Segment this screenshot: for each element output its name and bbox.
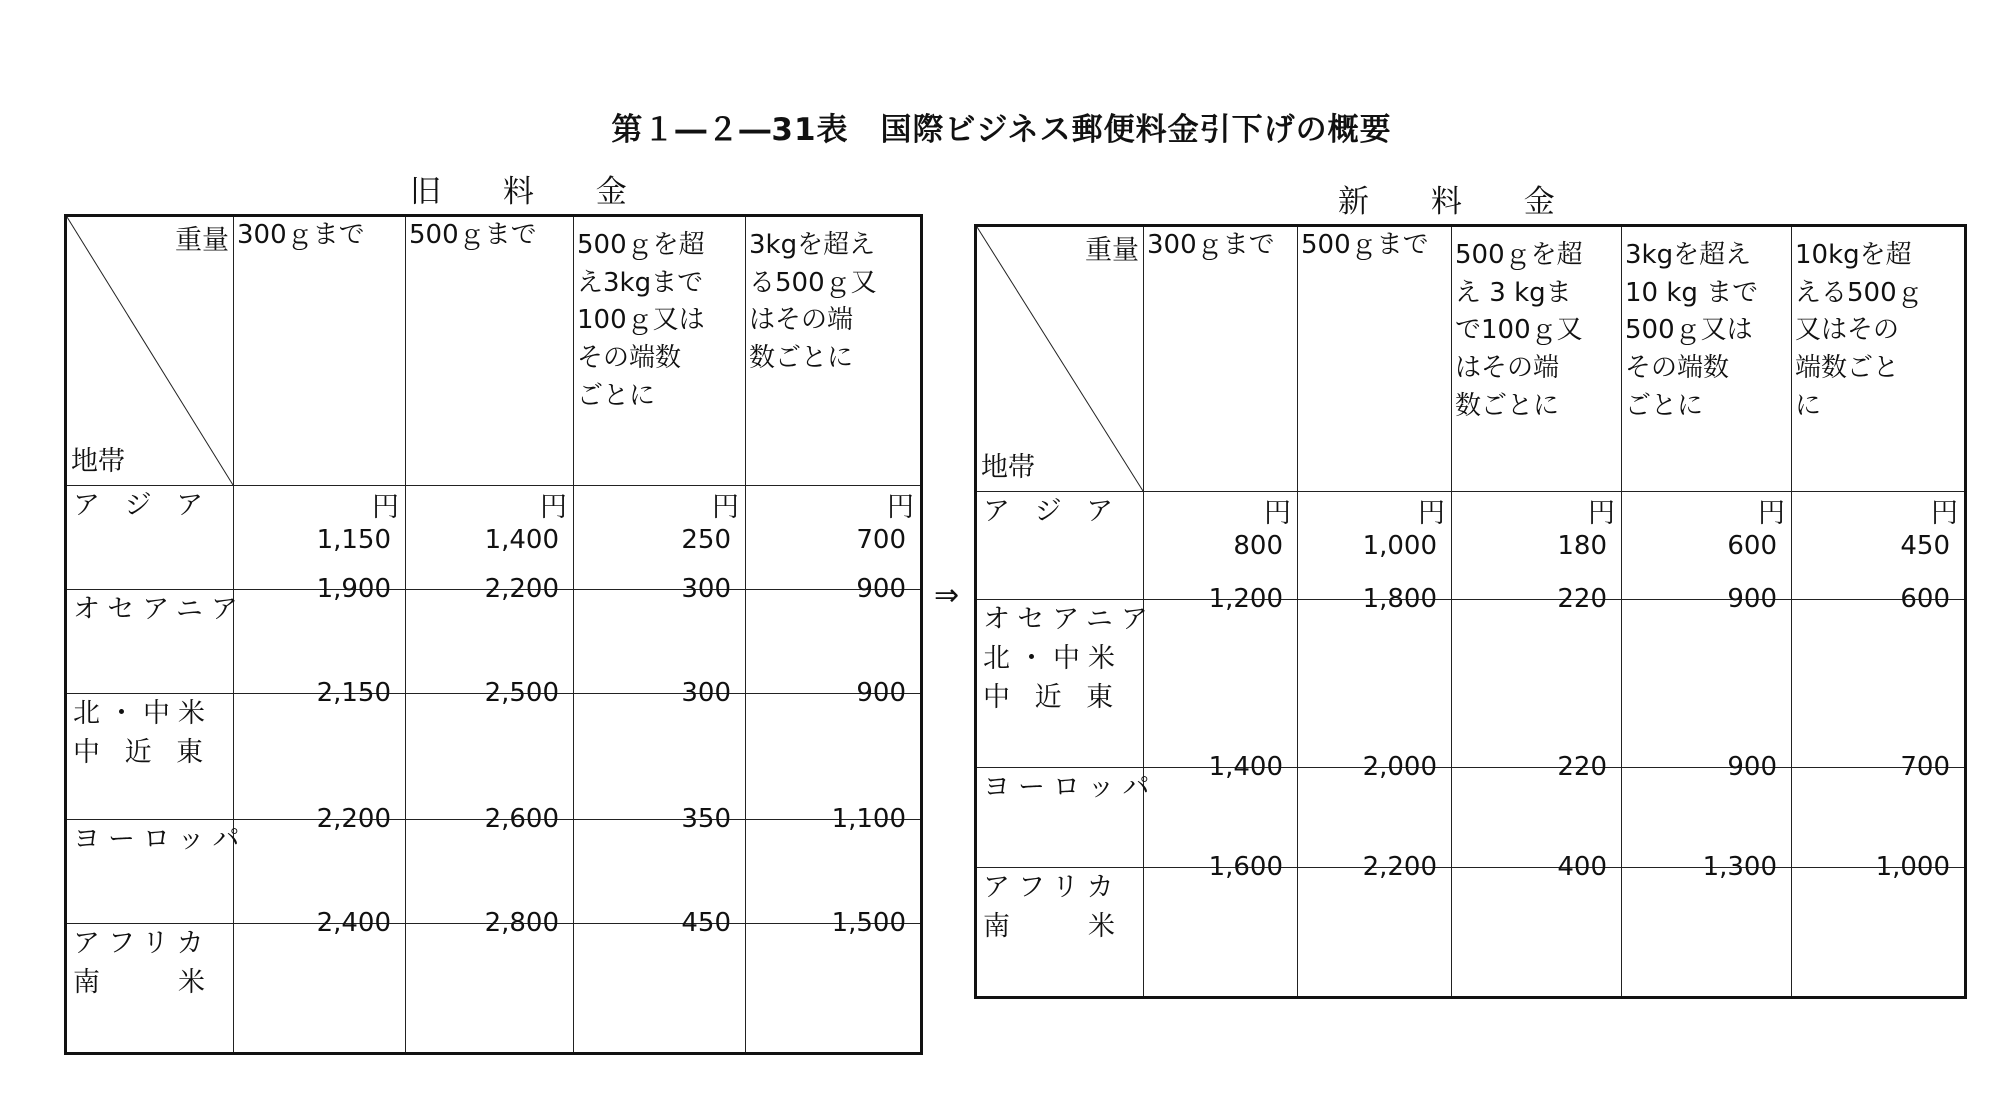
region-cell (66, 590, 246, 694)
region-cell (66, 924, 234, 1054)
fare-value: 900 (1727, 584, 1777, 615)
header-label: 500ｇを超 え 3 kgま で100ｇ又 はその端 数ごとに (1455, 240, 1583, 421)
fare-value: 180 (1557, 531, 1607, 561)
value-cell (1452, 852, 1622, 998)
region-label: 中 近 東 (73, 737, 212, 769)
fare-value: 2,200 (1362, 852, 1437, 883)
yen-unit: 円 (887, 492, 914, 523)
value-cell (1298, 852, 1452, 998)
table-row (66, 924, 922, 1054)
fare-value: 220 (1557, 752, 1607, 783)
header-label: 3kgを超え 10 kg まで 500ｇ又は その端数 ごとに (1625, 240, 1759, 421)
yen-unit: 円 (1931, 498, 1958, 529)
yen-unit: 円 (1588, 498, 1615, 529)
table-row (976, 492, 1966, 600)
fare-value: 1,300 (1702, 852, 1777, 883)
fare-value: 220 (1557, 584, 1607, 615)
value-cell (1144, 852, 1298, 998)
region-cell (66, 694, 234, 820)
fare-value: 2,800 (484, 908, 559, 939)
fare-value: 1,200 (1208, 584, 1283, 615)
zone-label: 地帯 (981, 451, 1035, 483)
yen-unit: 円 (1418, 498, 1445, 529)
yen-unit: 円 (1264, 498, 1291, 529)
fare-value: 2,200 (484, 574, 559, 605)
header-cell (234, 216, 406, 486)
table-row (976, 768, 1966, 868)
header-label: 500ｇを超 え3kgまで 100ｇ又は その端数 ごとに (577, 230, 705, 411)
value-cell (1792, 584, 1966, 768)
header-label: 10kgを超 える500ｇ 又はその 端数ごと に (1795, 240, 1923, 421)
fare-value: 2,400 (316, 908, 391, 939)
new-fare-caption: 新 料 金 (1338, 184, 1581, 220)
corner-header (976, 226, 1144, 492)
region-cell (976, 492, 1144, 600)
region-label: 南 米 (983, 911, 1123, 943)
fare-value: 700 (856, 525, 906, 555)
value-cell (1298, 584, 1452, 768)
fare-value: 450 (681, 908, 731, 939)
old-fare-caption: 旧 料 金 (410, 174, 653, 210)
region-label: 北・中米 (983, 643, 1123, 675)
table-row (976, 600, 1966, 768)
header-label: 300ｇまで (1147, 230, 1275, 260)
fare-value: 1,150 (316, 525, 391, 555)
region-label: 中 近 東 (983, 682, 1122, 714)
header-cell (406, 216, 574, 486)
value-cell (574, 908, 746, 1054)
yen-unit: 円 (540, 492, 567, 523)
header-label: 500ｇまで (409, 220, 537, 250)
fare-value: 900 (856, 574, 906, 605)
header-cell (1452, 226, 1622, 492)
fare-value: 600 (1900, 584, 1950, 615)
region-label: 北・中米 (73, 698, 213, 729)
region-label: オセアニア (73, 594, 246, 625)
value-cell (1792, 852, 1966, 998)
arrow-icon: ⇒ (934, 578, 960, 613)
fare-value: 250 (681, 525, 731, 555)
value-cell (406, 908, 574, 1054)
region-cell (976, 768, 1158, 868)
fare-value: 600 (1727, 531, 1777, 561)
header-cell (1622, 226, 1792, 492)
header-cell (574, 216, 746, 486)
weight-label: 重量 (1085, 235, 1139, 266)
old-fare-table (64, 214, 923, 1055)
region-label: ア ジ ア (73, 490, 212, 521)
yen-unit: 円 (372, 492, 399, 523)
fare-value: 2,600 (484, 804, 559, 835)
value-cell (234, 908, 406, 1054)
corner-header (66, 216, 234, 486)
yen-unit: 円 (712, 492, 739, 523)
fare-value: 1,600 (1208, 852, 1283, 883)
region-cell (976, 868, 1144, 998)
header-cell (1298, 226, 1452, 492)
region-cell (66, 486, 234, 590)
region-label: ヨーロッパ (983, 772, 1158, 803)
table-row (976, 868, 1966, 998)
fare-value: 400 (1557, 852, 1607, 883)
region-cell (976, 600, 1156, 768)
yen-unit: 円 (1758, 498, 1785, 529)
region-label: アフリカ (983, 872, 1122, 903)
fare-value: 300 (681, 678, 731, 709)
zone-label: 地帯 (71, 445, 125, 477)
header-label: 300ｇまで (237, 220, 365, 250)
value-cell (1622, 584, 1792, 768)
fare-value: 2,150 (316, 678, 391, 709)
table-title: 第１―２―31表 国際ビジネス郵便料金引下げの概要 (611, 112, 1392, 148)
header-label: 500ｇまで (1301, 230, 1429, 260)
header-label: 3kgを超え る500ｇ又 はその端 数ごとに (749, 230, 877, 374)
fare-value: 1,500 (831, 908, 906, 939)
fare-value: 1,900 (316, 574, 391, 605)
header-cell (746, 216, 922, 486)
region-label: 南 米 (73, 967, 213, 999)
fare-value: 2,200 (316, 804, 391, 835)
fare-value: 450 (1900, 531, 1950, 561)
value-cell (1144, 584, 1298, 768)
region-label: ア ジ ア (983, 496, 1122, 527)
fare-value: 900 (1727, 752, 1777, 783)
weight-label: 重量 (175, 225, 229, 256)
value-cell (746, 908, 922, 1054)
fare-value: 1,400 (484, 525, 559, 555)
value-cell (1452, 584, 1622, 768)
fare-value: 2,500 (484, 678, 559, 709)
fare-value: 1,800 (1362, 584, 1437, 615)
fare-value: 350 (681, 804, 731, 835)
fare-value: 1,100 (831, 804, 906, 835)
region-label: オセアニア (983, 604, 1156, 635)
region-cell (66, 820, 248, 924)
fare-value: 900 (856, 678, 906, 709)
header-cell (1792, 226, 1966, 492)
region-label: ヨーロッパ (73, 824, 248, 855)
fare-value: 1,000 (1875, 852, 1950, 883)
fare-value: 800 (1233, 531, 1283, 561)
header-cell (1144, 226, 1298, 492)
region-label: アフリカ (73, 928, 212, 959)
fare-value: 1,400 (1208, 752, 1283, 783)
fare-value: 1,000 (1362, 531, 1437, 561)
fare-value: 700 (1900, 752, 1950, 783)
fare-value: 2,000 (1362, 752, 1437, 783)
fare-value: 300 (681, 574, 731, 605)
new-fare-table (974, 224, 1967, 999)
value-cell (1622, 852, 1792, 998)
